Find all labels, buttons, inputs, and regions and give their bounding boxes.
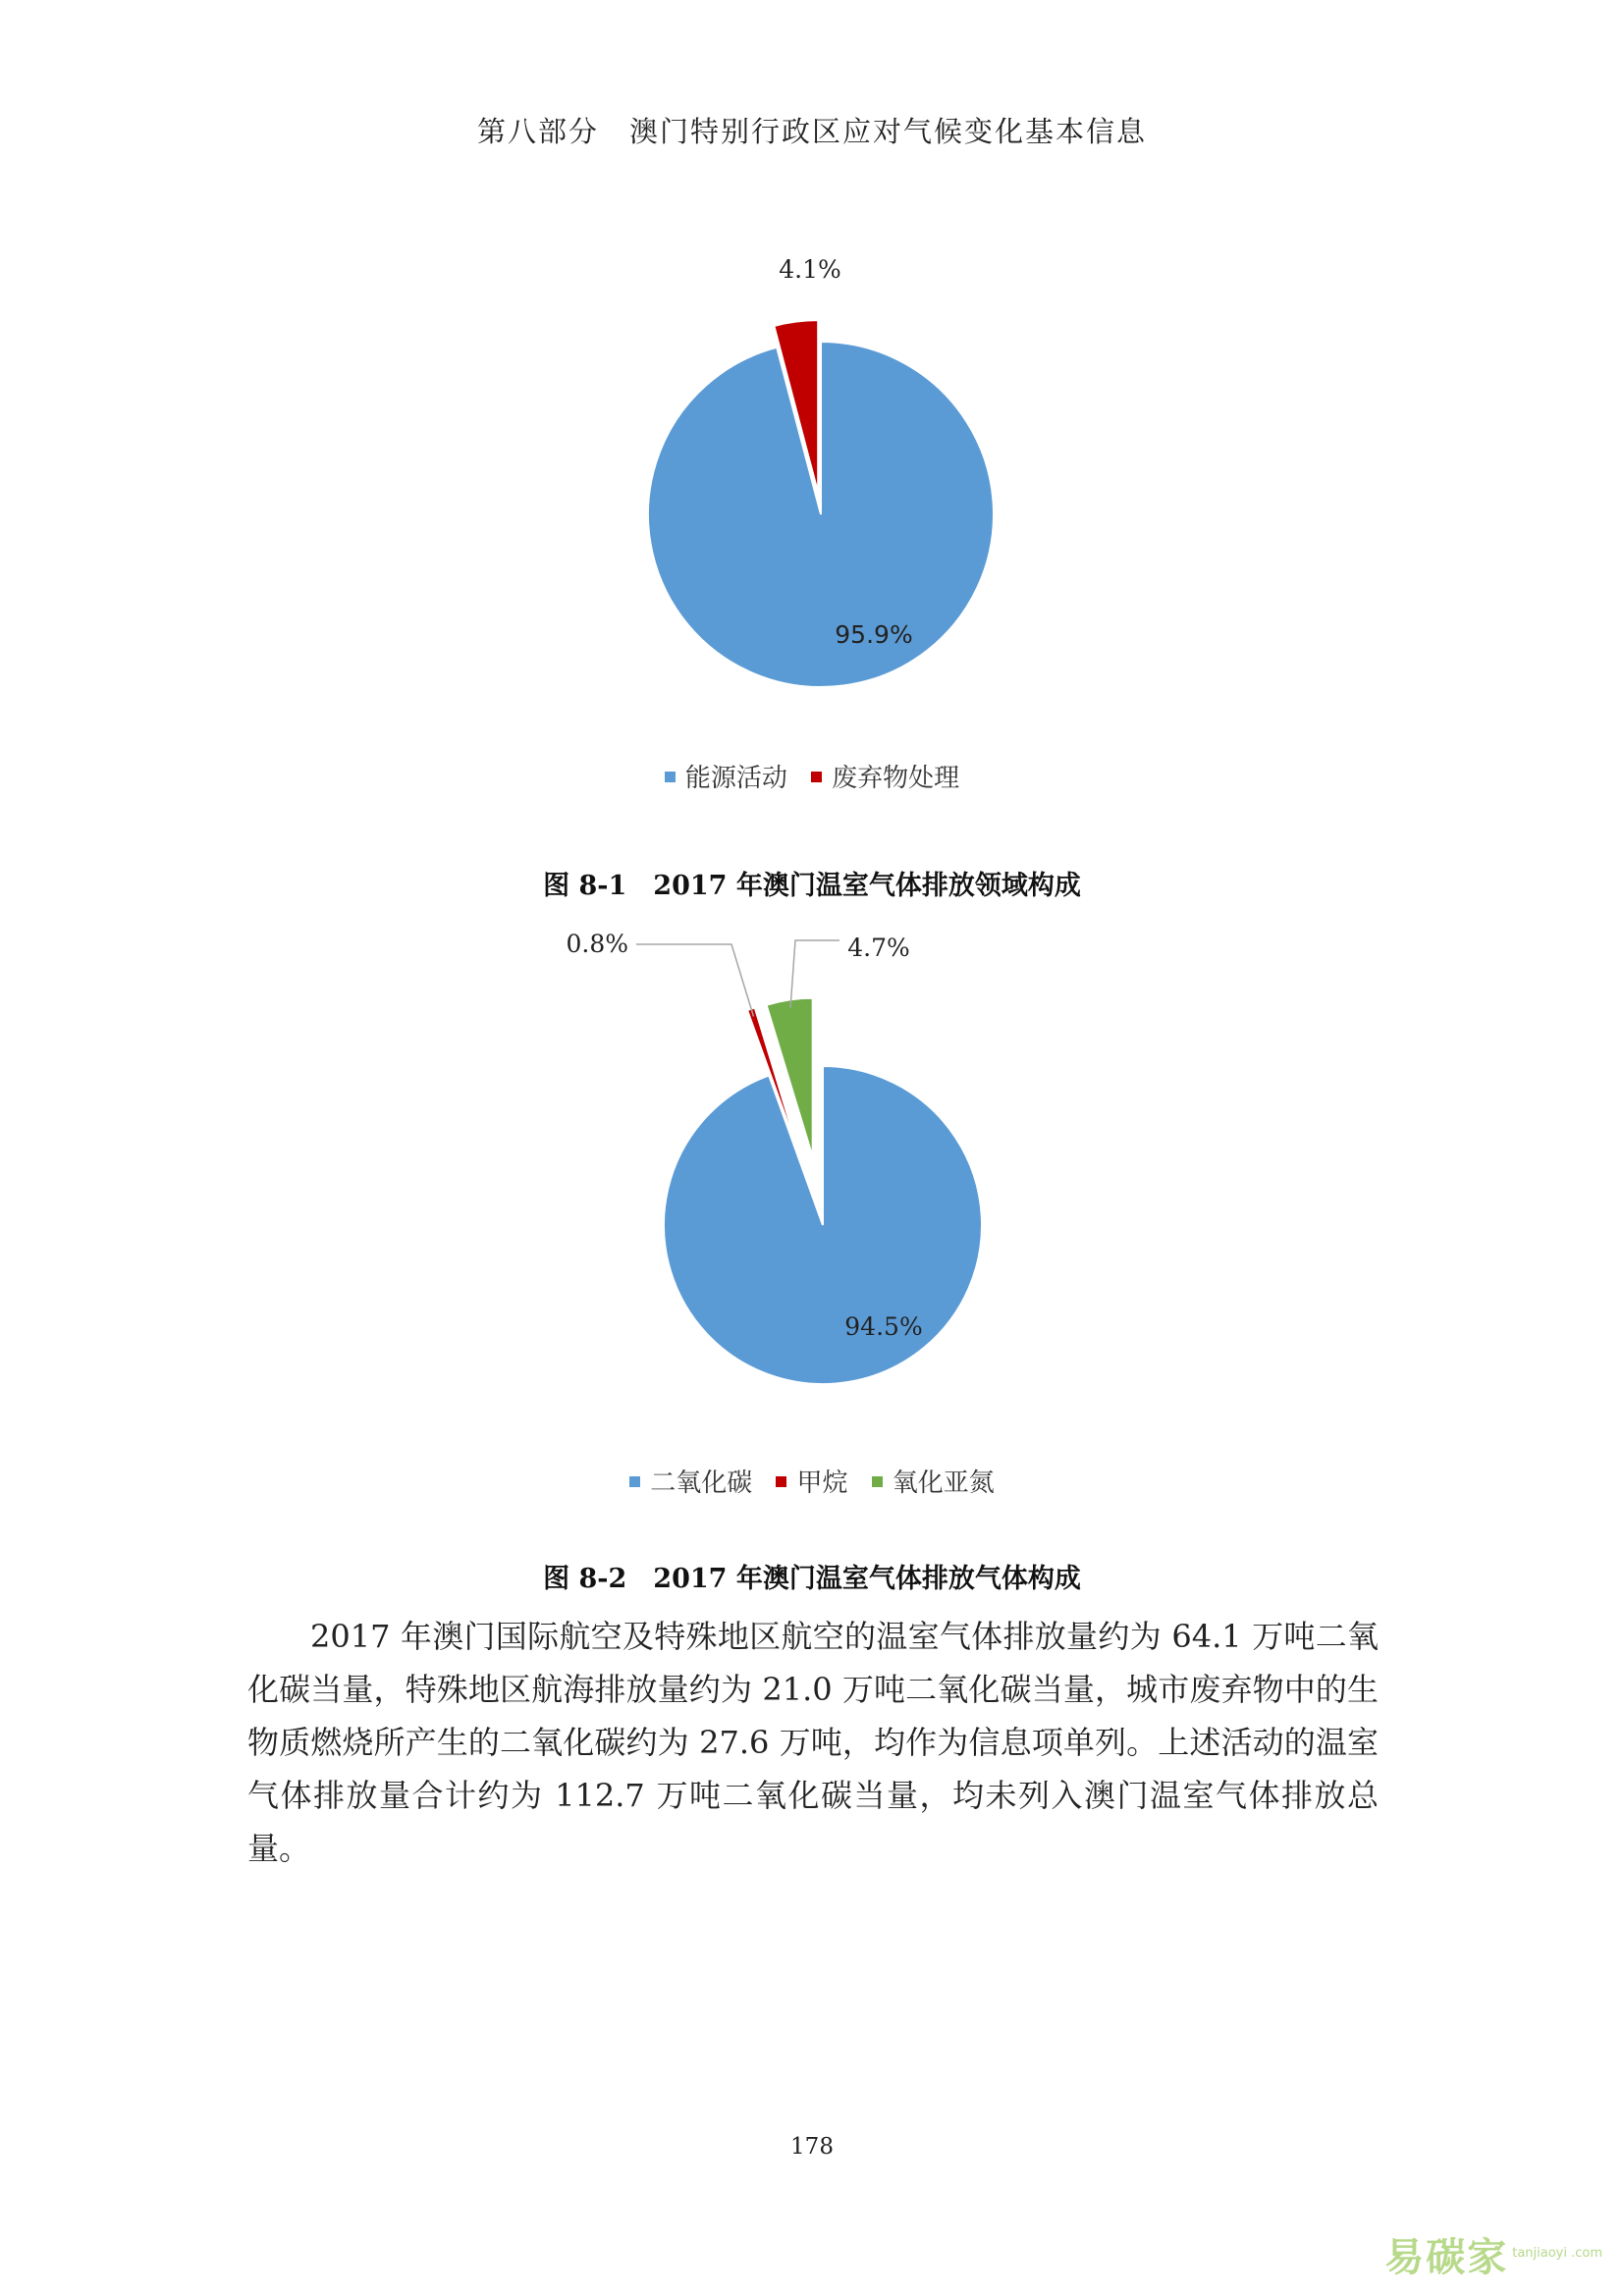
legend-swatch <box>872 1476 883 1487</box>
legend-item-energy <box>665 758 787 794</box>
legend-item-waste <box>811 758 959 794</box>
data-label-1: 0.8% <box>566 933 628 958</box>
legend-label: 废弃物处理 <box>832 764 960 793</box>
body-paragraph: 2017 年澳门国际航空及特殊地区航空的温室气体排放量约为 64.1 万吨二氧化碳当量，特殊地区航海排放量约为 21.0 万吨二氧化碳当量，城市废弃物中的生物质燃烧所产生的二氧化碳约为 27.6 万吨，均作为信息项单列。上述活动的温室气体排放量合计约为 112.7 万吨二氧化碳当量，均未列入澳门温室气体排放总量。 <box>247 1618 1379 1867</box>
watermark-logo <box>1384 2226 1602 2282</box>
legend-label: 甲烷 <box>796 1468 848 1498</box>
legend-label: 二氧化碳 <box>650 1468 753 1498</box>
watermark-sub: tanjiaoyi .com <box>1512 2246 1602 2261</box>
legend-swatch <box>665 772 676 782</box>
pie-chart-gas-composition <box>0 933 1624 1414</box>
legend-item-n2o <box>872 1463 995 1499</box>
leader-line-1 <box>636 944 753 1016</box>
pie-slice-0 <box>648 342 994 687</box>
figure-1-caption: 图 8-1 2017 年澳门温室气体排放领域构成 <box>543 871 1081 901</box>
legend-swatch <box>811 772 822 782</box>
legend-item-co2 <box>629 1463 752 1499</box>
pie-chart-sector-composition <box>0 245 1624 717</box>
legend-figure-2 <box>0 1463 1624 1499</box>
running-header: 第八部分 澳门特别行政区应对气候变化基本信息 <box>476 115 1147 148</box>
data-label-2: 4.7% <box>847 934 910 962</box>
page-number: 178 <box>790 2134 834 2160</box>
watermark-text: 易碳家 <box>1384 2235 1509 2280</box>
pie-chart-1-svg <box>0 245 1624 717</box>
data-label-0: 95.9% <box>835 620 913 649</box>
pie-chart-2-svg <box>0 933 1624 1414</box>
figure-2-caption: 图 8-2 2017 年澳门温室气体排放气体构成 <box>543 1564 1081 1594</box>
leader-line-2 <box>790 940 839 1008</box>
legend-label: 能源活动 <box>684 764 787 793</box>
data-label-1: 4.1% <box>779 255 841 284</box>
legend-item-methane <box>776 1463 847 1499</box>
legend-swatch <box>629 1476 640 1487</box>
legend-figure-1 <box>0 758 1624 794</box>
legend-label: 氧化亚氮 <box>892 1468 995 1498</box>
data-label-0: 94.5% <box>844 1312 923 1341</box>
pie-slice-0 <box>664 1066 982 1384</box>
legend-swatch <box>776 1476 786 1487</box>
